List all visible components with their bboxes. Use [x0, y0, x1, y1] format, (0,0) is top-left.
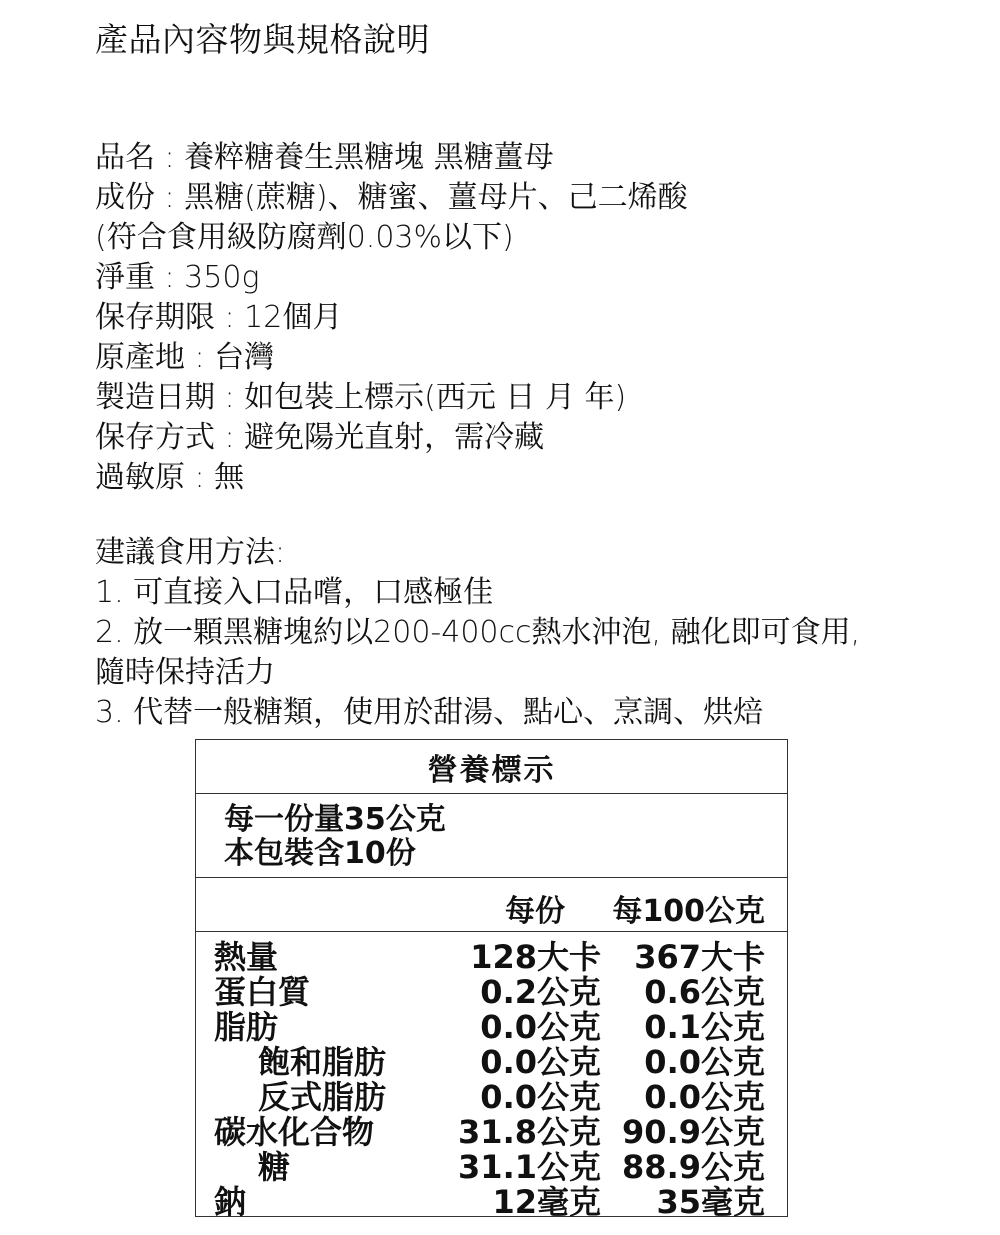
nutrient-per-serving: 128大卡	[470, 938, 601, 976]
nutrition-heading: 營養標示	[196, 740, 787, 794]
nutrient-per-serving: 0.0公克	[480, 1008, 601, 1046]
nutrition-row	[196, 1150, 787, 1185]
nutrition-row	[196, 940, 787, 975]
nutrient-per-100g: 0.1公克	[644, 1008, 765, 1046]
nutrition-row	[196, 975, 787, 1010]
nutrient-per-serving: 0.2公克	[480, 973, 601, 1011]
info-origin: 原產地 : 台灣	[95, 340, 275, 375]
nutrient-per-100g: 35毫克	[656, 1183, 765, 1221]
nutrition-label	[195, 739, 788, 1221]
nutrient-per-100g: 90.9公克	[622, 1113, 765, 1151]
info-product-name: 品名 : 養粹糖養生黑糖塊 黑糖薑母	[95, 140, 554, 175]
nutrient-per-100g: 0.6公克	[644, 973, 765, 1011]
product-info	[95, 138, 975, 498]
usage-line: 1. 可直接入口品嚐，口感極佳	[95, 575, 494, 610]
page-title: 產品內容物與規格說明	[95, 20, 430, 59]
info-shelf-life: 保存期限 : 12個月	[95, 300, 343, 335]
nutrient-per-100g: 0.0公克	[644, 1078, 765, 1116]
nutrient-per-serving: 12毫克	[492, 1183, 601, 1221]
serving-info	[196, 794, 787, 878]
nutrient-name: 糖	[258, 1148, 291, 1186]
nutrient-per-serving: 31.8公克	[458, 1113, 601, 1151]
info-storage: 保存方式 : 避免陽光直射，需冷藏	[95, 420, 545, 455]
info-manufacture-date: 製造日期 : 如包裝上標示(西元 日 月 年)	[95, 380, 627, 415]
nutrition-rows	[196, 932, 787, 1220]
nutrient-per-serving: 31.1公克	[458, 1148, 601, 1186]
nutrient-name: 蛋白質	[214, 973, 311, 1011]
nutrient-name: 飽和脂肪	[258, 1043, 387, 1081]
nutrition-row	[196, 1185, 787, 1220]
servings-per-package: 本包裝含10份	[224, 836, 416, 871]
info-net-weight: 淨重 : 350g	[95, 260, 260, 295]
usage-line: 3. 代替一般糖類，使用於甜湯、點心、烹調、烘焙	[95, 695, 764, 730]
column-per-100g: 每100公克	[612, 894, 765, 929]
nutrition-column-headers	[196, 878, 787, 932]
nutrient-per-100g: 367大卡	[634, 938, 765, 976]
nutrient-per-serving: 0.0公克	[480, 1078, 601, 1116]
usage-line: 2. 放一顆黑糖塊約以200-400cc熱水沖泡, 融化即可食用,	[95, 615, 861, 650]
column-per-serving: 每份	[505, 894, 565, 929]
nutrient-per-serving: 0.0公克	[480, 1043, 601, 1081]
info-preservative-note: (符合食用級防腐劑0.03%以下)	[95, 220, 514, 255]
nutrient-name: 鈉	[214, 1183, 247, 1221]
serving-size: 每一份量35公克	[224, 802, 446, 837]
nutrient-name: 脂肪	[214, 1008, 279, 1046]
info-ingredients: 成份 : 黑糖(蔗糖)、糖蜜、薑母片、己二烯酸	[95, 180, 688, 215]
nutrient-name: 反式脂肪	[258, 1078, 387, 1116]
nutrient-per-100g: 0.0公克	[644, 1043, 765, 1081]
nutrient-per-100g: 88.9公克	[622, 1148, 765, 1186]
nutrient-name: 熱量	[214, 938, 279, 976]
usage-line: 隨時保持活力	[95, 655, 275, 690]
usage-section	[95, 533, 975, 733]
nutrient-name: 碳水化合物	[214, 1113, 375, 1151]
usage-heading: 建議食用方法:	[95, 535, 286, 570]
nutrition-row	[196, 1010, 787, 1045]
nutrition-row	[196, 1045, 787, 1080]
info-allergens: 過敏原 : 無	[95, 460, 245, 495]
nutrition-row	[196, 1080, 787, 1115]
nutrition-row	[196, 1115, 787, 1150]
